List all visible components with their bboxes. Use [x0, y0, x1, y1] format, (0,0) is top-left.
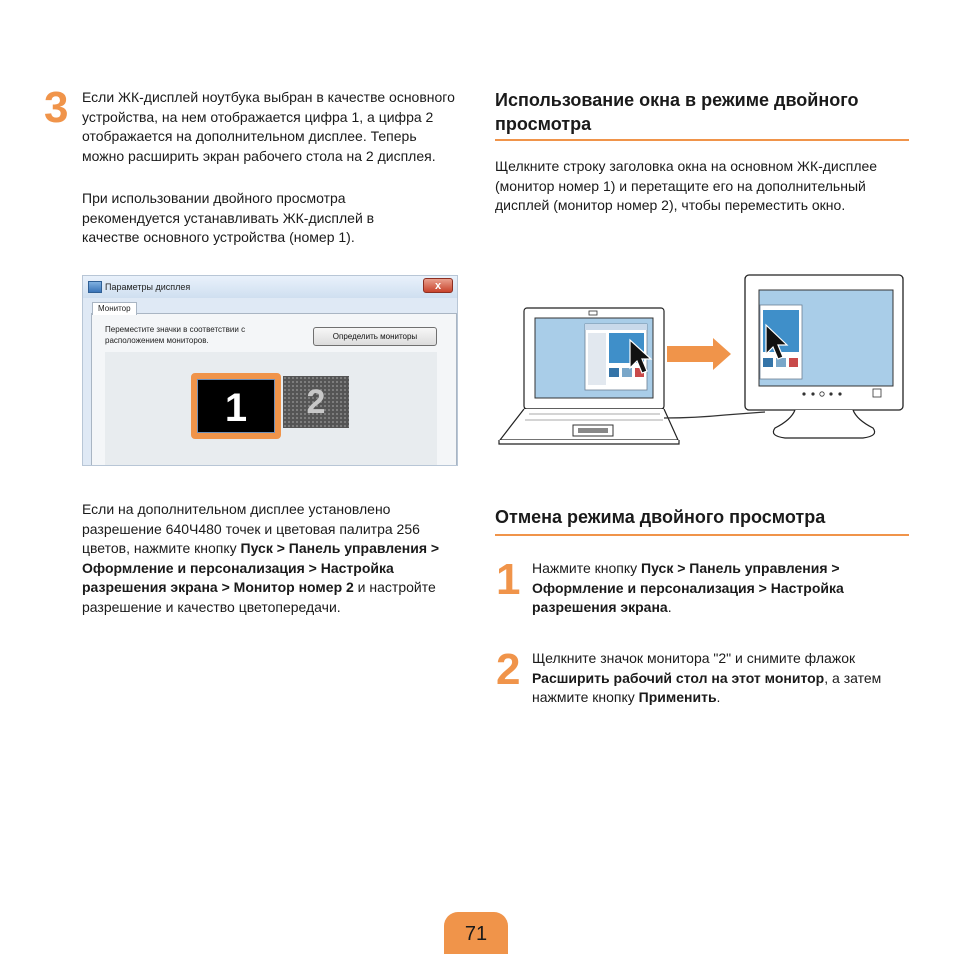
step-3-paragraph-1: Если ЖК-дисплей ноутбука выбран в качестве основного устройства, на нем отображается цифра 1, а цифра 2 отображается на дополнительном дисплее. Теперь можно расширить экран рабочего стола на 2 дисплея. — [82, 89, 455, 164]
arrange-description: Переместите значки в соответствии с расположением мониторов. — [105, 325, 246, 345]
section-divider — [495, 139, 909, 141]
window-titlebar — [83, 276, 457, 298]
step-3-paragraph-2: При использовании двойного просмотра рекомендуется устанавливать ЖК-дисплей в качестве основного устройства (номер 1). — [82, 190, 375, 245]
section-divider — [495, 534, 909, 536]
external-monitor-illustration — [745, 275, 903, 438]
step-1-text: Нажмите кнопку Пуск > Панель управления > Оформление и персонализация > Настройка разрешения экрана. — [532, 560, 844, 615]
arrow-right-icon — [667, 338, 731, 370]
section-cancel-dual-view-title: Отмена режима двойного просмотра — [495, 507, 826, 527]
section-dual-view-title: Использование окна в режиме двойного просмотра — [495, 90, 859, 134]
monitor-1-icon — [191, 373, 281, 439]
close-icon: x — [423, 278, 453, 293]
step-2-number: 2 — [496, 645, 521, 694]
step-2-text: Щелкните значок монитора "2" и снимите флажок Расширить рабочий стол на этот монитор, а затем нажмите кнопку Применить. — [532, 650, 882, 705]
section-dual-view-body: Щелкните строку заголовка окна на основном ЖК-дисплее (монитор номер 1) и перетащите его на дополнительный дисплей (монитор номер 2), чтобы переместить окно. — [495, 158, 878, 213]
window-app-icon — [88, 281, 102, 293]
page-number: 71 — [444, 912, 508, 954]
detect-monitors-button: Определить мониторы — [313, 327, 437, 346]
monitor-1-label: 1 — [197, 379, 275, 433]
window-title: Параметры дисплея — [105, 282, 191, 292]
step-1-number: 1 — [496, 555, 521, 604]
dual-view-illustration — [495, 270, 915, 450]
video-cable — [664, 412, 765, 418]
monitor-2-icon: 2 — [283, 376, 349, 428]
step-3-number: 3 — [44, 83, 69, 132]
tab-monitor: Монитор — [92, 302, 137, 315]
resolution-note: Если на дополнительном дисплее установлено разрешение 640Ч480 точек и цветовая палитра 256 цветов, нажмите кнопку Пуск > Панель управления > Оформление и персонализация > Настройка разрешения экрана > Монитор номер 2 и настройте разрешение и качество цветопередачи. — [82, 501, 440, 615]
display-settings-screenshot — [82, 275, 458, 466]
laptop-illustration — [499, 308, 679, 444]
